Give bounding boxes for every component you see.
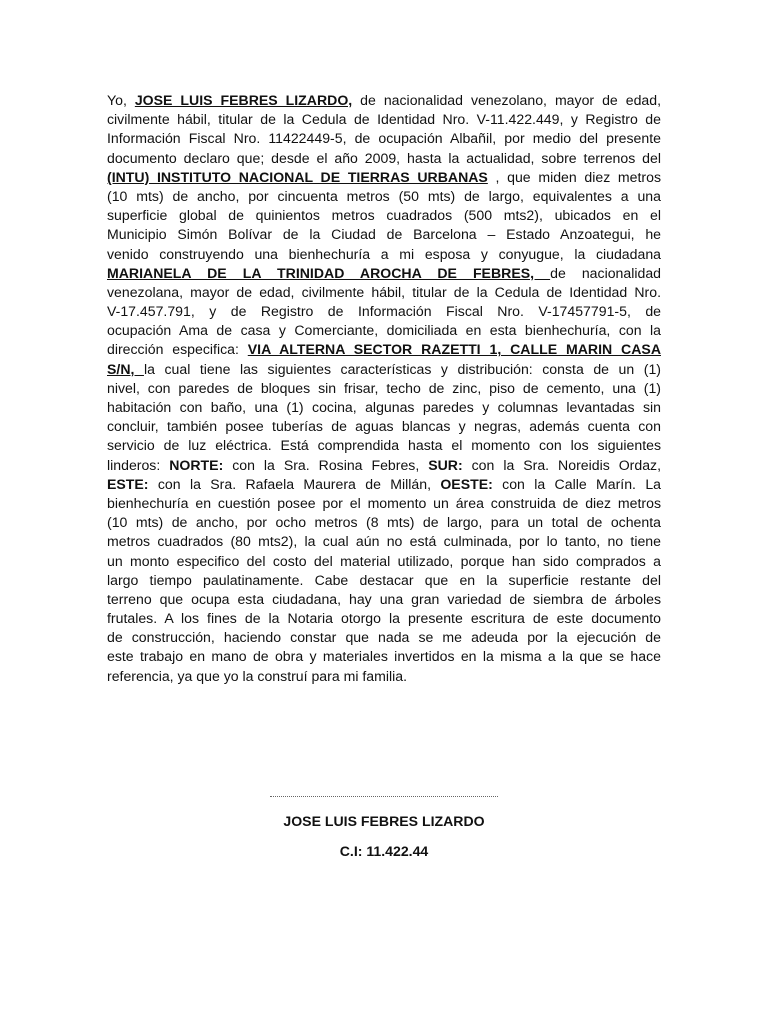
body-line xyxy=(107,245,661,264)
body-line xyxy=(107,91,661,110)
body-line xyxy=(107,667,661,686)
body-line xyxy=(107,436,661,455)
body-text: con la Sra. Rafaela Maurera de Millán, xyxy=(148,475,441,492)
body-text: un monto especifico del costo del material utilizado, porque han sido comprados a xyxy=(107,552,661,569)
body-text: (10 mts) de ancho, por cincuenta metros (50 mts) de largo, equivalentes a una xyxy=(107,187,661,204)
body-text: superficie global de quinientos metros cuadrados (500 mts2), ubicados en el xyxy=(107,207,661,224)
body-line xyxy=(107,590,661,609)
body-line xyxy=(107,628,661,647)
body-line xyxy=(107,225,661,244)
body-line xyxy=(107,475,661,494)
body-text: de nacionalidad xyxy=(550,264,661,281)
body-text: con la Sra. Rosina Febres, xyxy=(223,456,429,473)
body-text: venezolana, mayor de edad, civilmente hábil, titular de la Cedula de Identidad Nro. xyxy=(107,283,661,300)
emphasized-text: SUR: xyxy=(428,456,463,473)
body-line xyxy=(107,302,661,321)
body-text: habitación con baño, una (1) cocina, algunas paredes y columnas levantadas sin xyxy=(107,399,661,415)
signatory-id: C.I: 11.422.44 xyxy=(339,843,429,859)
body-text: ocupación Ama de casa y Comerciante, domiciliada en esta bienhechuría, con la xyxy=(107,322,661,339)
body-line xyxy=(107,110,661,129)
body-text: dirección especifica: xyxy=(107,341,248,358)
body-text: bienhechuría en cuestión posee por el momento un área construida de diez metros xyxy=(107,494,661,511)
body-text: Información Fiscal Nro. 11422449-5, de ocupación Albañil, por medio del presente xyxy=(107,130,661,147)
body-text: referencia, ya que yo la construí para mi familia. xyxy=(107,667,408,684)
emphasized-text: ESTE: xyxy=(107,475,149,492)
declaration-body xyxy=(107,91,661,686)
body-text: la cual tiene las siguientes características y distribución: consta de un (1) xyxy=(143,360,661,377)
body-text: de nacionalidad venezolano, mayor de edad, xyxy=(352,92,661,108)
emphasized-text: VIA ALTERNA SECTOR RAZETTI 1, CALLE MARIN CASA xyxy=(247,341,661,358)
body-text: servicio de luz eléctrica. Está comprendida hasta el momento con los siguientes xyxy=(107,437,661,454)
body-line xyxy=(107,456,661,475)
body-line xyxy=(107,206,661,225)
body-text: documento declaro que; desde el año 2009, hasta la actualidad, sobre terrenos del xyxy=(107,149,661,166)
emphasized-text: NORTE: xyxy=(169,456,224,473)
body-text: venido construyendo una bienhechuría a mi esposa y conyugue, la ciudadana xyxy=(107,245,661,262)
body-line xyxy=(107,129,661,148)
body-text: Yo, xyxy=(107,92,135,108)
emphasized-text: S/N, xyxy=(107,360,144,377)
body-line xyxy=(107,513,661,532)
body-line xyxy=(107,340,661,359)
body-text: terreno que ocupa esta ciudadana, hay una gran variedad de siembra de árboles xyxy=(107,590,661,607)
body-line xyxy=(107,532,661,551)
body-text: , que miden diez metros xyxy=(487,168,662,185)
body-text: nivel, con paredes de bloques sin frisar, techo de zinc, piso de cemento, una (1) xyxy=(107,379,661,396)
body-line xyxy=(107,360,661,379)
emphasized-text: MARIANELA DE LA TRINIDAD AROCHA DE FEBRES, xyxy=(107,264,551,281)
body-text: Municipio Simón Bolívar de la Ciudad de Barcelona – Estado Anzoategui, he xyxy=(107,226,661,243)
emphasized-text: (INTU) INSTITUTO NACIONAL DE TIERRAS URBANAS xyxy=(107,168,488,185)
body-text: largo tiempo paulatinamente. Cabe destacar que en la superficie restante del xyxy=(107,571,661,588)
body-text: metros cuadrados (80 mts2), la cual aún no está culminada, por lo tanto, no tiene xyxy=(107,533,661,550)
body-text: (10 mts) de ancho, por ocho metros (8 mts) de largo, para un total de ochenta xyxy=(107,514,661,531)
body-line xyxy=(107,283,661,302)
body-line xyxy=(107,571,661,590)
body-line xyxy=(107,149,661,168)
body-text: concluir, también posee tuberías de aguas blancas y negras, además cuenta con xyxy=(107,418,661,435)
body-line xyxy=(107,609,661,628)
body-line xyxy=(107,321,661,340)
body-line xyxy=(107,398,661,417)
body-text: con la Sra. Noreidis Ordaz, xyxy=(462,456,661,473)
body-text: civilmente hábil, titular de la Cedula de Identidad Nro. V-11.422.449, y Registro de xyxy=(107,111,661,128)
body-text: V-17.457.791, y de Registro de Información Fiscal Nro. V-17457791-5, de xyxy=(107,303,661,320)
body-line xyxy=(107,552,661,571)
body-text: linderos: xyxy=(107,456,170,473)
body-line xyxy=(107,187,661,206)
body-line xyxy=(107,168,661,187)
body-text: de construcción, haciendo constar que nada se me adeuda por la ejecución de xyxy=(107,629,661,646)
body-text: con la Calle Marín. La xyxy=(492,475,662,492)
body-line xyxy=(107,379,661,398)
body-line xyxy=(107,264,661,283)
body-line xyxy=(107,647,661,666)
body-line xyxy=(107,417,661,436)
emphasized-text: OESTE: xyxy=(440,475,493,492)
body-text: frutales. A los fines de la Notaria otorgo la presente escritura de este documento xyxy=(107,610,661,627)
body-line xyxy=(107,494,661,513)
body-text: este trabajo en mano de obra y materiales invertidos en la misma a la que se hace xyxy=(107,648,661,665)
signature-line xyxy=(270,796,498,797)
emphasized-text: JOSE LUIS FEBRES LIZARDO, xyxy=(134,92,353,108)
signatory-name: JOSE LUIS FEBRES LIZARDO xyxy=(283,813,485,829)
